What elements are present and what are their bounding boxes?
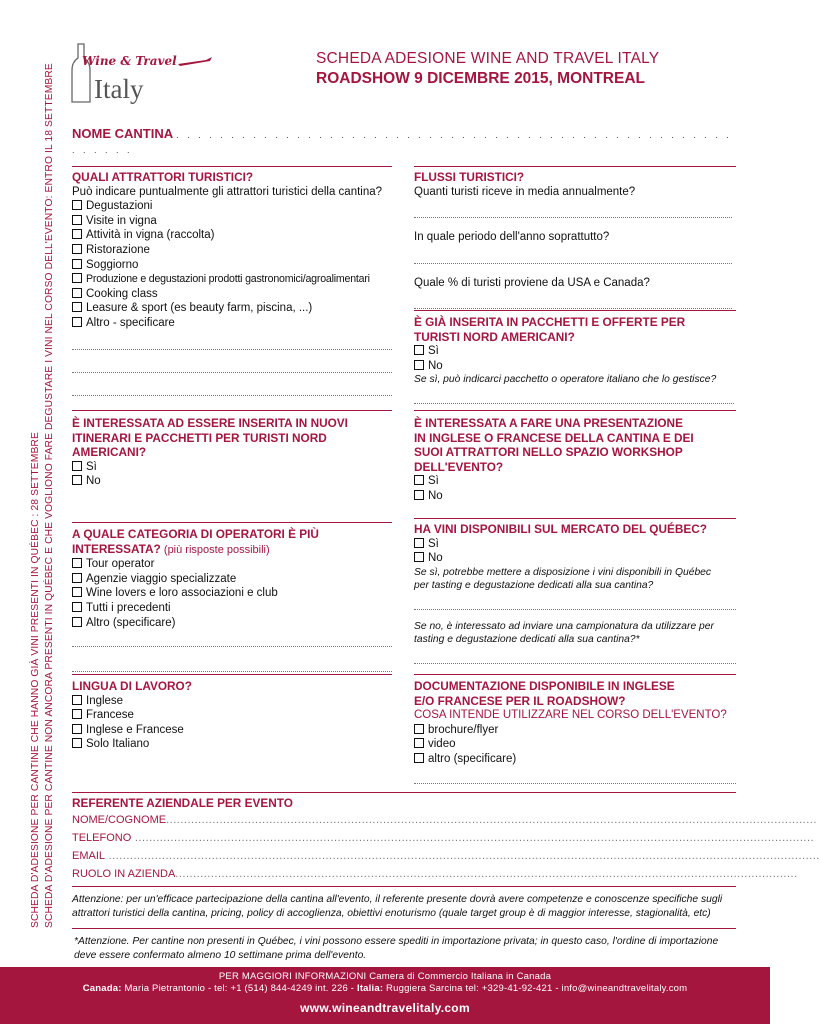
attenzione-import-line-1: *Attenzione. Per cantine non presenti in Québec, i vini possono essere spediti in importazione privata; in questo caso, l'ordine di importazione [74,936,719,947]
nome-cantina-label: NOME CANTINA [72,126,173,141]
answer-line[interactable] [72,360,392,373]
answer-line[interactable] [414,205,732,218]
checkbox-icon[interactable] [72,558,82,568]
vini-quebec-section [414,522,736,664]
referente-nome-field[interactable]: NOME/COGNOME....................................................................................................................................................................................... [72,813,817,826]
checkbox-icon[interactable] [72,317,82,327]
checkbox-option[interactable]: Produzione e degustazioni prodotti gastronomici/agroalimentari [72,272,392,287]
checkbox-icon[interactable] [72,709,82,719]
itinerari-title-1: È INTERESSATA AD ESSERE INSERITA IN NUOVI [72,416,348,430]
rule [414,410,736,411]
checkbox-option[interactable]: Degustazioni [72,199,392,214]
checkbox-option[interactable]: Cooking class [72,287,392,302]
checkbox-option[interactable]: No [414,489,734,504]
vini-quebec-note2-2: tasting e degustazione dedicati alla sua cantina?* [414,634,640,646]
footer-italia-contact[interactable]: Ruggiera Sarcina tel: +329-41-92-421 - info@wineandtravelitaly.com [386,983,688,994]
checkbox-option[interactable]: Tutti i precedenti [72,601,392,616]
checkbox-icon[interactable] [414,475,424,485]
rule [414,674,736,675]
checkbox-option[interactable]: Altro - specificare [72,316,392,331]
attenzione-line-1: Attenzione: per un'efficace partecipazione della cantina all'evento, il referente presente dovrà avere competenze e conoscenze specifiche sugli [72,894,723,905]
checkbox-icon[interactable] [72,724,82,734]
checkbox-icon[interactable] [72,475,82,485]
checkbox-icon[interactable] [72,602,82,612]
attrattori-intro: Può indicare puntualmente gli attrattori turistici della cantina? [72,185,383,198]
checkbox-icon[interactable] [72,288,82,298]
attenzione-line-2: attrattori turistici della cantina, pricing, policy di accoglienza, obiettivi enoturismo (quale target group è di maggior interesse, stagionalità, etc) [72,907,711,919]
answer-line[interactable] [414,651,736,664]
presentazione-section [414,416,734,504]
rule [72,410,392,411]
checkbox-icon[interactable] [414,724,424,734]
checkbox-option[interactable]: Tour operator [72,557,392,572]
checkbox-option[interactable]: Wine lovers e loro associazioni e club [72,586,392,601]
categoria-title-2: INTERESSATA? [72,541,161,556]
rule [414,166,736,167]
logo [70,40,220,106]
checkbox-option[interactable]: Visite in vigna [72,214,392,229]
answer-line[interactable] [414,597,736,610]
title-line-2: ROADSHOW 9 DICEMBRE 2015, MONTREAL [316,70,645,87]
checkbox-icon[interactable] [72,215,82,225]
checkbox-icon[interactable] [72,573,82,583]
attenzione-import-line-2: deve essere confermato almeno 10 settimane prima dell'evento. [74,949,367,961]
checkbox-option[interactable]: No [414,551,736,566]
rule [72,522,392,523]
flussi-q2: In quale periodo dell'anno soprattutto? [414,231,610,244]
referente-section [72,796,820,883]
checkbox-icon[interactable] [72,200,82,210]
rule [72,928,736,929]
rule [414,310,736,311]
answer-line[interactable] [414,771,736,784]
checkbox-option[interactable]: Ristorazione [72,243,392,258]
checkbox-icon[interactable] [414,538,424,548]
checkbox-option[interactable]: Inglese e Francese [72,723,392,738]
answer-line[interactable] [414,296,732,309]
checkbox-option[interactable]: Soggiorno [72,258,392,273]
referente-email-field[interactable]: EMAIL ........................................................................................................................................................................................................ [72,849,820,862]
lingua-title: LINGUA DI LAVORO? [72,679,192,693]
attrattori-section [72,170,392,396]
checkbox-icon[interactable] [414,552,424,562]
checkbox-icon[interactable] [72,587,82,597]
itinerari-section [72,416,392,489]
checkbox-icon[interactable] [72,229,82,239]
checkbox-option[interactable]: altro (specificare) [414,752,736,767]
title-line-1: SCHEDA ADESIONE WINE AND TRAVEL ITALY [316,50,660,67]
checkbox-option[interactable]: Sì [72,460,392,475]
checkbox-option[interactable]: Leasure & sport (es beauty farm, piscina, ...) [72,301,392,316]
presentazione-title-2: IN INGLESE O FRANCESE DELLA CANTINA E DEI [414,430,694,445]
wine-bottle-logo-icon [70,40,220,106]
referente-title: REFERENTE AZIENDALE PER EVENTO [72,796,293,810]
vertical-deadline-2: SCHEDA D'ADESIONE PER CANTINE NON ANCORA PRESENTI IN QUÉBEC E CHE VOGLIONO FARE DEGUSTARE I VINI NEL CORSO DELL'EVENTO: ENTRO IL 18 SETTEMBRE [44,63,55,928]
documentazione-title-1: DOCUMENTAZIONE DISPONIBILE IN INGLESE [414,679,675,693]
checkbox-option[interactable]: Inglese [72,694,392,709]
answer-line[interactable] [414,251,732,264]
referente-ruolo-field[interactable]: RUOLO IN AZIENDA............................................................................................................................................................................... [72,867,798,880]
pacchetti-note: Se sì, può indicarci pacchetto o operatore italiano che lo gestisce? [414,374,717,386]
rule [72,886,736,887]
flussi-q1: Quanti turisti riceve in media annualmente? [414,185,636,198]
flussi-q3: Quale % di turisti proviene da USA e Canada? [414,276,650,289]
checkbox-option[interactable]: No [414,359,734,374]
categoria-section [72,527,392,672]
checkbox-icon[interactable] [414,360,424,370]
pacchetti-title-1: È GIÀ INSERITA IN PACCHETTI E OFFERTE PER [414,315,686,329]
lingua-section [72,679,392,752]
footer-contacts [0,983,770,994]
pacchetti-section [414,315,734,404]
vini-quebec-note1-1: Se sì, potrebbe mettere a disposizione i vini disponibili in Québec [414,566,712,578]
checkbox-icon[interactable] [72,461,82,471]
checkbox-icon[interactable] [414,738,424,748]
rule [72,792,736,793]
presentazione-title-3: SUOI ATTRATTORI NELLO SPAZIO WORKSHOP [414,445,683,460]
footer-info: PER MAGGIORI INFORMAZIONI Camera di Commercio Italiana in Canada [218,971,552,982]
vini-quebec-note1-2: per tasting e degustazione dedicati alla sua cantina? [414,580,654,592]
categoria-title-1: A QUALE CATEGORIA DI OPERATORI È PIÙ [72,527,319,541]
checkbox-option[interactable]: Sì [414,344,734,359]
checkbox-icon[interactable] [72,738,82,748]
referente-telefono-field[interactable]: TELEFONO ............................................................................................................................................................................................... [72,831,815,844]
logo-main-text: Italy [94,74,144,104]
attenzione-import-note [74,935,742,962]
checkbox-icon[interactable] [72,273,82,283]
vini-quebec-title: HA VINI DISPONIBILI SUL MERCATO DEL QUÉBEC? [414,522,707,536]
footer [0,967,770,1024]
footer-italia-label: Italia: [356,983,384,994]
pacchetti-title-2: TURISTI NORD AMERICANI? [414,329,575,344]
checkbox-icon[interactable] [414,490,424,500]
checkbox-option[interactable]: video [414,737,736,752]
checkbox-option[interactable]: brochure/flyer [414,723,736,738]
flussi-section [414,170,732,309]
checkbox-icon[interactable] [72,302,82,312]
answer-line[interactable] [72,383,392,396]
checkbox-icon[interactable] [72,695,82,705]
answer-line[interactable] [72,337,392,350]
documentazione-subtitle: COSA INTENDE UTILIZZARE NEL CORSO DELL'EVENTO? [414,709,727,722]
rule [72,166,392,167]
footer-canada-contact: Maria Pietrantonio - tel: +1 (514) 844-4249 int. 226 - [124,983,355,994]
page-title [316,50,766,88]
presentazione-title-4: DELL'EVENTO? [414,459,504,474]
presentazione-title-1: È INTERESSATA A FARE UNA PRESENTAZIONE [414,416,683,430]
checkbox-icon[interactable] [414,753,424,763]
vertical-deadline-1: SCHEDA D'ADESIONE PER CANTINE CHE HANNO GIÀ VINI PRESENTI IN QUÉBEC : 28 SETTEMBRE [30,432,41,928]
checkbox-icon[interactable] [72,259,82,269]
categoria-title-note: (più risposte possibili) [163,543,270,556]
footer-canada-label: Canada: [82,983,122,994]
documentazione-title-2: E/O FRANCESE PER IL ROADSHOW? [414,693,626,708]
flussi-title: FLUSSI TURISTICI? [414,170,525,184]
checkbox-option[interactable]: Sì [414,474,734,489]
nome-cantina-dots: . . . . . . . . . . . . . . . . . . . . . . . . . . . . . . . . . . . . . . . . . . . . . . . . . . . . . . . . . [72,130,732,155]
itinerari-title-2: ITINERARI E PACCHETTI PER TURISTI NORD [72,430,327,445]
checkbox-icon[interactable] [72,244,82,254]
footer-website-link[interactable]: www.wineandtravelitaly.com [300,1001,470,1015]
checkbox-option[interactable]: Attività in vigna (raccolta) [72,228,392,243]
nome-cantina-field[interactable] [72,126,737,156]
checkbox-option[interactable]: Sì [414,537,736,552]
answer-line[interactable] [72,634,392,647]
checkbox-option[interactable]: Francese [72,708,392,723]
answer-line[interactable] [414,391,734,404]
documentazione-section [414,679,736,784]
rule [414,518,736,519]
checkbox-option[interactable]: Altro (specificare) [72,616,392,631]
checkbox-icon[interactable] [72,617,82,627]
attenzione-note [72,893,740,920]
checkbox-option[interactable]: Agenzie viaggio specializzate [72,572,392,587]
vini-quebec-note2-1: Se no, è interessato ad inviare una campionatura da utilizzare per [414,620,714,632]
attrattori-title: QUALI ATTRATTORI TURISTICI? [72,170,254,184]
answer-line[interactable] [72,659,392,672]
logo-script-text: Wine & Travel [82,54,177,68]
checkbox-option[interactable]: No [72,474,392,489]
checkbox-option[interactable]: Solo Italiano [72,737,392,752]
rule [72,674,392,675]
itinerari-title-3: AMERICANI? [72,445,147,460]
checkbox-icon[interactable] [414,345,424,355]
